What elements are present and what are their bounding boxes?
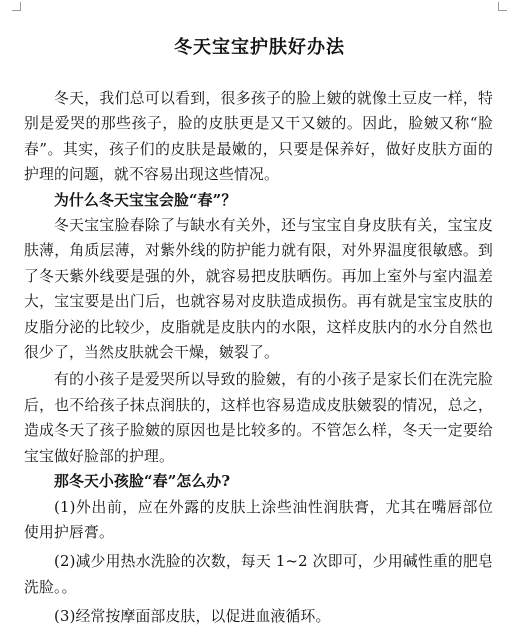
document-body	[24, 86, 493, 630]
paragraph-why-crying: 有的小孩子是爱哭所以导致的脸皴，有的小孩子是家长们在洗完脸后，也不给孩子抹点润肤的，这样也容易造成皮肤皴裂的情况，总之，造成冬天了孩子脸皴的原因也是比较多的。不管怎么样，冬天一定要给宝宝做好脸部的护理。	[24, 371, 493, 465]
page-corner-mark-right	[498, 2, 507, 11]
section-heading-what-to-do: 那冬天小孩脸“春”怎么办?	[54, 473, 231, 491]
section-heading-why: 为什么冬天宝宝会脸“春”？	[54, 191, 237, 209]
list-item-2: (2)减少用热水洗脸的次数，每天 1~2 次即可，少用碱性重的肥皂洗脸。。	[24, 553, 493, 596]
list-item-3: (3)经常按摩面部皮肤，以促进血液循环。	[54, 608, 331, 626]
paragraph-why-causes: 冬天宝宝脸春除了与缺水有关外，还与宝宝自身皮肤有关，宝宝皮肤薄，角质层薄，对紫外线的防护能力就有限，对外界温度很敏感。到了冬天紫外线要是强的外，就容易把皮肤晒伤。再加上室外与室内温差大，宝宝要是出门后，也就容易对皮肤造成损伤。再有就是宝宝皮肤的皮脂分泌的比较少，皮脂就是皮肤内的水限，这样皮肤内的水分自然也很少了，当然皮肤就会干燥，皴裂了。	[24, 217, 493, 362]
page-corner-mark-left	[12, 2, 21, 11]
paragraph-intro: 冬天，我们总可以看到，很多孩子的脸上皴的就像土豆皮一样，特别是爱哭的那些孩子，脸的皮肤更是又干又皴的。因此，脸皴又称“脸春”。其实，孩子们的皮肤是最嫩的，只要是保养好，做好皮肤方面的护理的问题，就不容易出现这些情况。	[24, 90, 493, 184]
list-item-1: (1)外出前，应在外露的皮肤上涂些油性润肤膏，尤其在嘴唇部位使用护唇膏。	[24, 498, 493, 541]
page-title: 冬天宝宝护肤好办法	[174, 37, 345, 58]
